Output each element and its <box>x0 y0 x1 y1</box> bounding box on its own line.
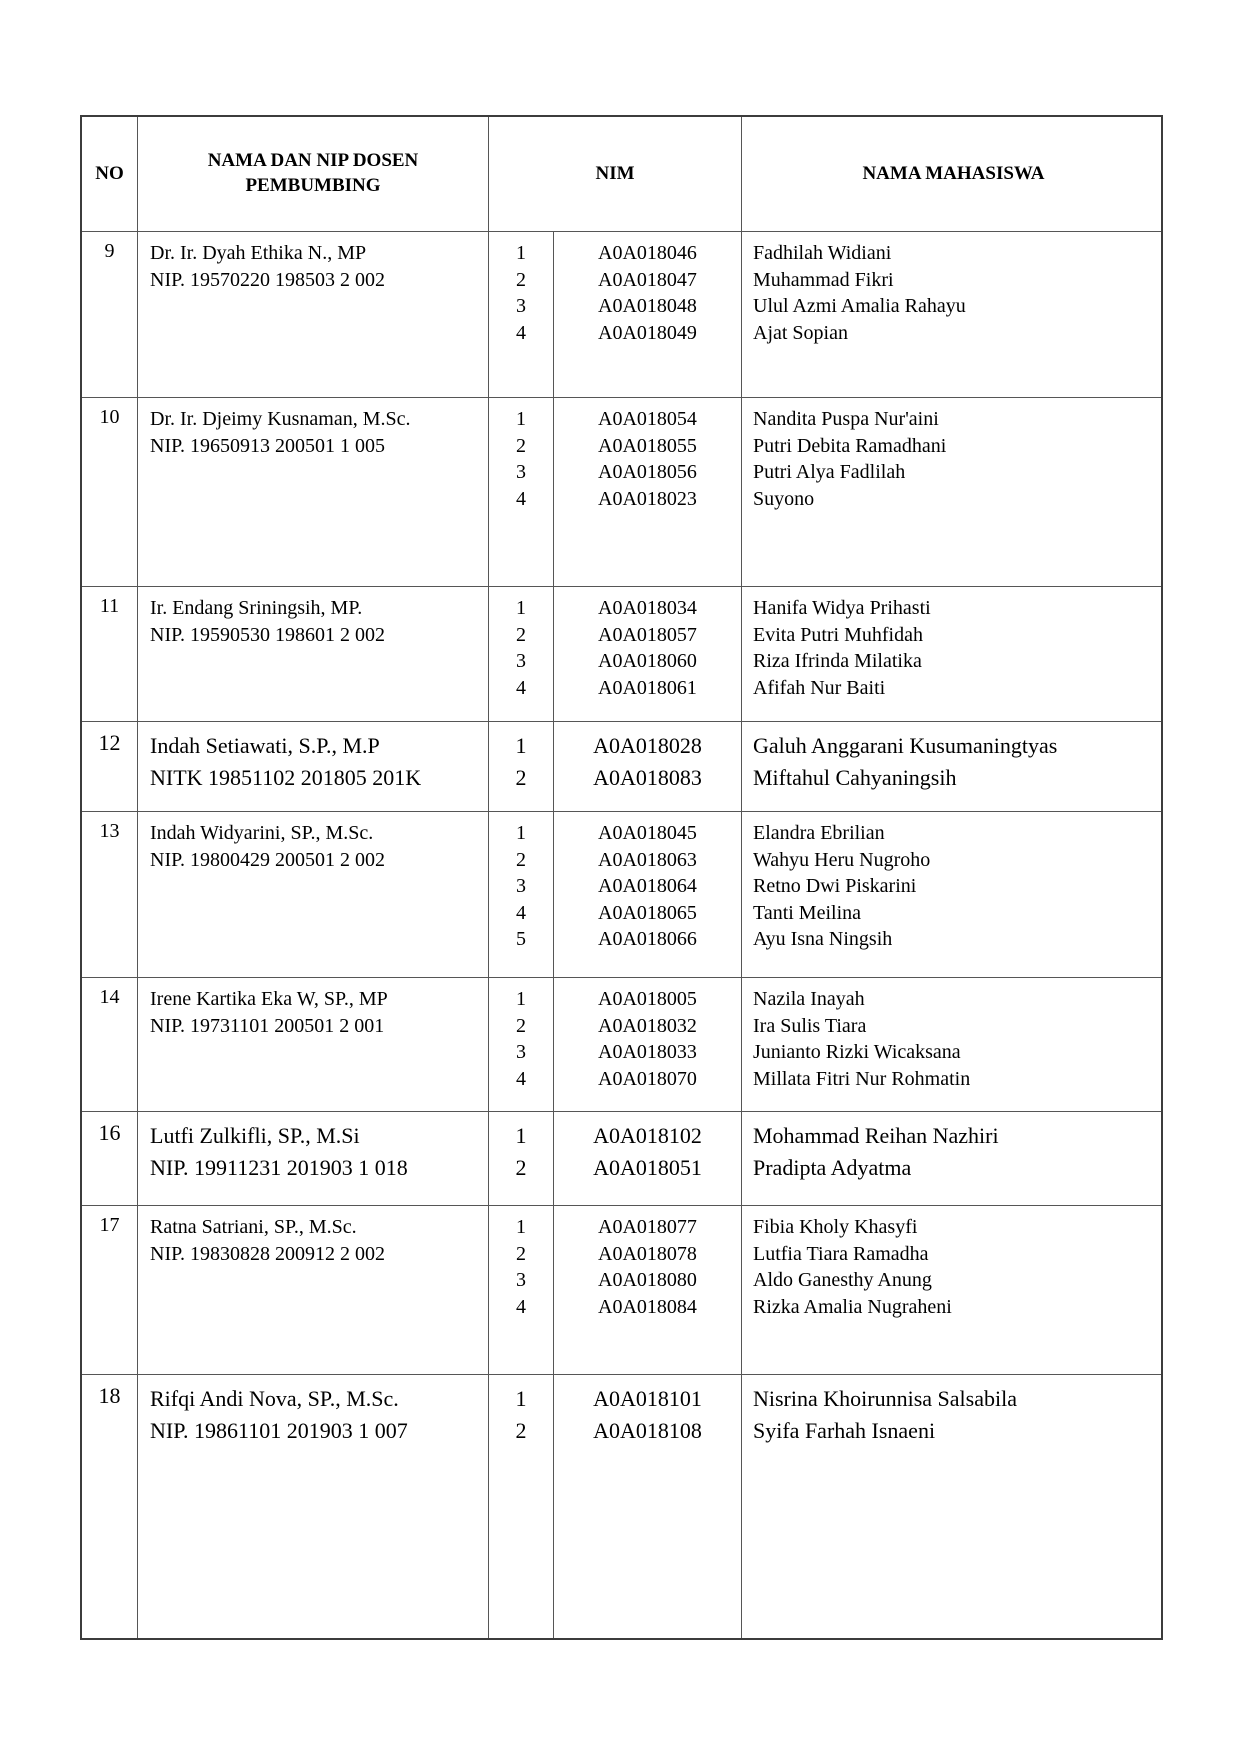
student-name: Ulul Azmi Amalia Rahayu <box>753 295 966 317</box>
student-name: Pradipta Adyatma <box>753 1155 912 1180</box>
student-name: Fadhilah Widiani <box>753 242 892 264</box>
student-index: 2 <box>516 1242 526 1265</box>
lecturer-nip: NIP. 19731101 200501 2 001 <box>150 1015 385 1037</box>
student-nim: A0A018064 <box>598 875 697 897</box>
student-name: Junianto Rizki Wicaksana <box>753 1041 961 1063</box>
lecturer-name: Irene Kartika Eka W, SP., MP <box>150 988 388 1010</box>
student-name: Millata Fitri Nur Rohmatin <box>753 1067 971 1090</box>
header-nim-label: NIM <box>595 162 635 184</box>
student-nim: A0A018045 <box>598 822 697 844</box>
lecturer-cell <box>138 722 489 811</box>
lecturer-cell <box>138 812 489 977</box>
row-number: 18 <box>82 1375 138 1638</box>
student-index-column <box>489 587 554 721</box>
table-row <box>82 1206 1161 1375</box>
student-name-column <box>742 587 1165 721</box>
student-nim: A0A018065 <box>598 901 697 924</box>
student-nim: A0A018046 <box>598 242 697 264</box>
student-index: 2 <box>516 848 526 871</box>
student-name: Retno Dwi Piskarini <box>753 875 917 897</box>
student-index: 1 <box>516 1216 526 1238</box>
table-row <box>82 1112 1161 1206</box>
lecturer-cell <box>138 1206 489 1374</box>
student-name: Tanti Meilina <box>753 901 862 924</box>
lecturer-cell <box>138 1375 489 1638</box>
student-index: 1 <box>515 733 527 758</box>
student-name-column <box>742 232 1165 397</box>
lecturer-nip: NIP. 19830828 200912 2 002 <box>150 1243 386 1265</box>
student-name-column <box>742 1112 1165 1205</box>
row-number: 13 <box>82 812 138 977</box>
student-name: Afifah Nur Baiti <box>753 676 886 699</box>
student-name: Mohammad Reihan Nazhiri <box>753 1123 999 1148</box>
student-index: 2 <box>515 1418 527 1443</box>
student-index: 5 <box>516 928 526 950</box>
lecturer-cell <box>138 1112 489 1205</box>
student-index: 4 <box>516 321 526 344</box>
student-nim-column <box>554 722 742 811</box>
student-nim: A0A018023 <box>598 487 697 510</box>
student-nim: A0A018083 <box>593 765 702 790</box>
student-index-column <box>489 722 554 811</box>
header-dosen <box>138 117 489 231</box>
student-index: 1 <box>516 597 526 619</box>
student-name: Galuh Anggarani Kusumaningtyas <box>753 733 1058 758</box>
student-index: 2 <box>516 268 526 291</box>
student-name-column <box>742 978 1165 1111</box>
table-row <box>82 812 1161 978</box>
student-nim: A0A018101 <box>593 1386 702 1411</box>
student-index-column <box>489 1112 554 1205</box>
student-name: Ira Sulis Tiara <box>753 1014 867 1037</box>
student-name: Wahyu Heru Nugroho <box>753 848 931 871</box>
student-name: Rizka Amalia Nugraheni <box>753 1295 952 1318</box>
lecturer-cell <box>138 978 489 1111</box>
table-row <box>82 398 1161 587</box>
student-nim: A0A018034 <box>598 597 697 619</box>
row-number: 17 <box>82 1206 138 1374</box>
student-name: Riza Ifrinda Milatika <box>753 650 922 672</box>
student-name: Syifa Farhah Isnaeni <box>753 1418 936 1443</box>
student-index: 1 <box>515 1386 527 1411</box>
lecturer-nip: NIP. 19650913 200501 1 005 <box>150 435 386 457</box>
student-nim: A0A018077 <box>598 1216 697 1238</box>
row-number: 11 <box>82 587 138 721</box>
student-nim: A0A018049 <box>598 321 697 344</box>
student-index-column <box>489 1206 554 1374</box>
student-name: Evita Putri Muhfidah <box>753 623 923 646</box>
student-name-column <box>742 1375 1165 1638</box>
lecturer-name: Indah Widyarini, SP., M.Sc. <box>150 822 374 844</box>
student-nim-column <box>554 398 742 586</box>
student-name: Ayu Isna Ningsih <box>753 928 893 950</box>
student-index: 1 <box>516 822 526 844</box>
lecturer-cell <box>138 587 489 721</box>
student-index: 3 <box>516 875 526 897</box>
lecturer-name: Indah Setiawati, S.P., M.P <box>150 733 380 758</box>
student-index: 4 <box>516 1067 526 1090</box>
student-name-column <box>742 812 1165 977</box>
lecturer-name: Ratna Satriani, SP., M.Sc. <box>150 1216 357 1238</box>
table-row <box>82 722 1161 812</box>
student-index: 2 <box>515 1155 527 1180</box>
student-nim: A0A018055 <box>598 434 697 457</box>
advisor-table <box>80 115 1163 1640</box>
student-nim: A0A018054 <box>598 408 697 430</box>
student-nim: A0A018047 <box>598 268 697 291</box>
student-name-column <box>742 722 1165 811</box>
lecturer-nip: NIP. 19911231 201903 1 018 <box>150 1155 408 1180</box>
student-nim-column <box>554 1112 742 1205</box>
row-number: 9 <box>82 232 138 397</box>
student-name: Ajat Sopian <box>753 321 848 344</box>
student-nim: A0A018056 <box>598 461 697 483</box>
header-dosen-label: NAMA DAN NIP DOSEN PEMBUMBING <box>207 150 419 196</box>
row-number: 12 <box>82 722 138 811</box>
lecturer-nip: NIP. 19800429 200501 2 002 <box>150 849 386 871</box>
student-index: 1 <box>516 988 526 1010</box>
student-index: 2 <box>516 623 526 646</box>
student-name: Nazila Inayah <box>753 988 865 1010</box>
lecturer-name: Dr. Ir. Dyah Ethika N., MP <box>150 242 367 264</box>
header-mahasiswa-label: NAMA MAHASISWA <box>862 162 1045 184</box>
student-name: Putri Alya Fadlilah <box>753 461 906 483</box>
table-row <box>82 1375 1161 1638</box>
student-index-column <box>489 812 554 977</box>
row-number: 16 <box>82 1112 138 1205</box>
student-index: 2 <box>515 765 527 790</box>
student-nim: A0A018061 <box>598 676 697 699</box>
student-nim-column <box>554 978 742 1111</box>
student-nim: A0A018033 <box>598 1041 697 1063</box>
student-nim: A0A018005 <box>598 988 697 1010</box>
student-index: 1 <box>516 408 526 430</box>
student-nim: A0A018063 <box>598 848 697 871</box>
student-nim: A0A018057 <box>598 623 697 646</box>
student-index: 3 <box>516 1269 526 1291</box>
student-name: Elandra Ebrilian <box>753 822 885 844</box>
student-index: 3 <box>516 1041 526 1063</box>
header-mahasiswa <box>742 117 1165 231</box>
student-nim: A0A018032 <box>598 1014 697 1037</box>
student-nim: A0A018108 <box>593 1418 702 1443</box>
student-index: 3 <box>516 650 526 672</box>
student-nim-column <box>554 1206 742 1374</box>
header-no <box>82 117 138 231</box>
table-row <box>82 978 1161 1112</box>
student-name-column <box>742 1206 1165 1374</box>
student-name: Putri Debita Ramadhani <box>753 434 947 457</box>
lecturer-cell <box>138 232 489 397</box>
table-body <box>82 232 1161 1638</box>
row-number: 14 <box>82 978 138 1111</box>
student-index: 4 <box>516 676 526 699</box>
student-nim: A0A018048 <box>598 295 697 317</box>
student-name: Hanifa Widya Prihasti <box>753 597 931 619</box>
student-nim: A0A018051 <box>593 1155 702 1180</box>
student-nim: A0A018070 <box>598 1067 697 1090</box>
student-index-column <box>489 232 554 397</box>
student-name-column <box>742 398 1165 586</box>
student-nim: A0A018084 <box>598 1295 697 1318</box>
header-nim <box>489 117 742 231</box>
student-index: 2 <box>516 434 526 457</box>
lecturer-name: Lutfi Zulkifli, SP., M.Si <box>150 1123 360 1148</box>
table-header-row <box>82 117 1161 232</box>
student-index: 3 <box>516 295 526 317</box>
lecturer-name: Dr. Ir. Djeimy Kusnaman, M.Sc. <box>150 408 411 430</box>
student-name: Nisrina Khoirunnisa Salsabila <box>753 1386 1017 1411</box>
student-nim-column <box>554 587 742 721</box>
student-index: 2 <box>516 1014 526 1037</box>
student-name: Suyono <box>753 487 815 510</box>
student-index: 4 <box>516 487 526 510</box>
student-index: 1 <box>515 1123 527 1148</box>
student-index: 4 <box>516 901 526 924</box>
lecturer-nip: NITK 19851102 201805 201K <box>150 765 422 790</box>
lecturer-nip: NIP. 19590530 198601 2 002 <box>150 624 386 646</box>
student-name: Nandita Puspa Nur'aini <box>753 408 939 430</box>
student-nim: A0A018060 <box>598 650 697 672</box>
student-index-column <box>489 398 554 586</box>
lecturer-name: Rifqi Andi Nova, SP., M.Sc. <box>150 1386 399 1411</box>
lecturer-cell <box>138 398 489 586</box>
student-name: Aldo Ganesthy Anung <box>753 1269 932 1291</box>
student-nim-column <box>554 812 742 977</box>
student-name: Lutfia Tiara Ramadha <box>753 1242 929 1265</box>
student-index: 3 <box>516 461 526 483</box>
student-nim: A0A018080 <box>598 1269 697 1291</box>
student-nim: A0A018028 <box>593 733 702 758</box>
lecturer-nip: NIP. 19861101 201903 1 007 <box>150 1418 408 1443</box>
student-index-column <box>489 1375 554 1638</box>
student-name: Miftahul Cahyaningsih <box>753 765 957 790</box>
row-number: 10 <box>82 398 138 586</box>
student-index: 1 <box>516 242 526 264</box>
student-nim-column <box>554 232 742 397</box>
student-nim: A0A018066 <box>598 928 697 950</box>
table-row <box>82 587 1161 722</box>
lecturer-nip: NIP. 19570220 198503 2 002 <box>150 269 386 291</box>
table-row <box>82 232 1161 398</box>
student-nim-column <box>554 1375 742 1638</box>
student-nim: A0A018102 <box>593 1123 702 1148</box>
student-index: 4 <box>516 1295 526 1318</box>
student-index-column <box>489 978 554 1111</box>
header-no-label: NO <box>95 162 124 184</box>
student-name: Muhammad Fikri <box>753 268 894 291</box>
student-nim: A0A018078 <box>598 1242 697 1265</box>
lecturer-name: Ir. Endang Sriningsih, MP. <box>150 597 363 619</box>
student-name: Fibia Kholy Khasyfi <box>753 1216 918 1238</box>
